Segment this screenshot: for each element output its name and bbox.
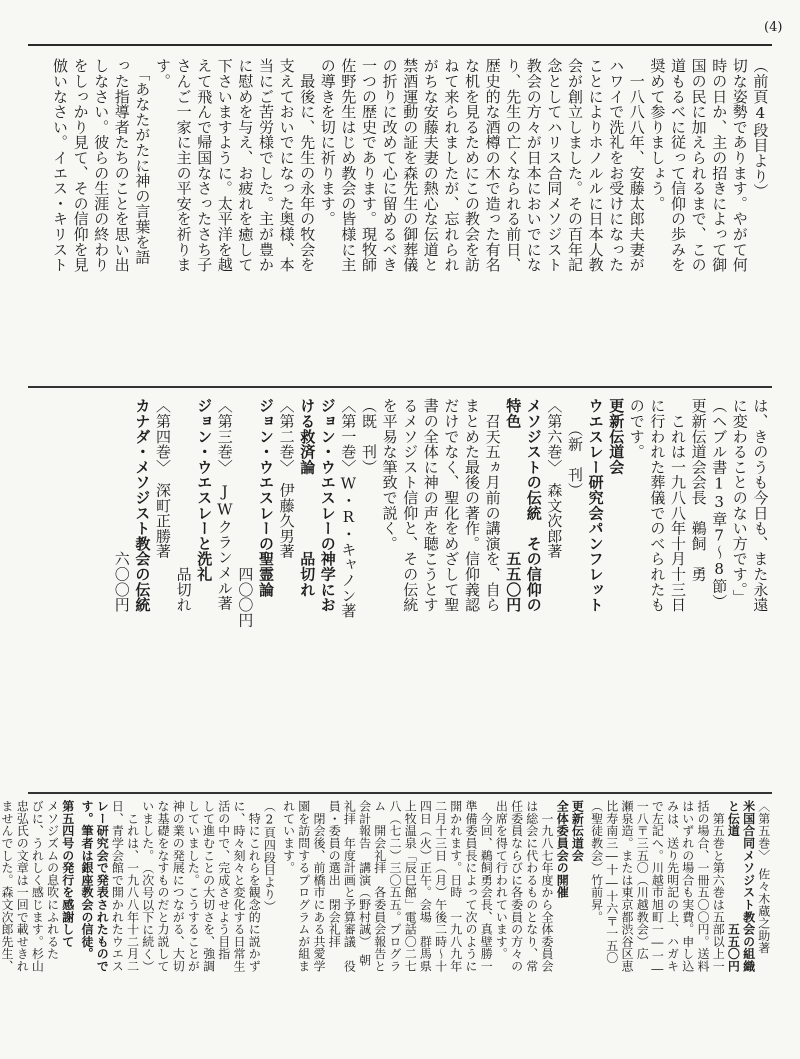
pamphlet-line: ける救済論 品切れ — [298, 398, 317, 597]
vol5-line: と伝道 五五〇円 — [726, 800, 741, 973]
article-line: 一つの歴史であります。現牧師 — [360, 58, 378, 273]
committee-line: 準備委員長によって次のように — [464, 800, 478, 973]
quote-line: これは一九八八年十月十三日 — [669, 398, 687, 613]
article-line: な机を見るためにこの教会を訪 — [463, 58, 481, 273]
article-line: り、先生の亡くなられる前日、 — [504, 58, 523, 273]
committee-line: 開かれます。日時 一九八九年 — [448, 800, 463, 973]
pamphlet-line: （既 刊） — [360, 398, 378, 475]
thanks-title: 第五四号の発行を感謝して — [60, 800, 75, 948]
continuation-line: 日、青学会館で開かれたウエス — [110, 800, 125, 973]
continuation-line: これは、一九八八年十二月二 — [125, 800, 140, 973]
vol5-line: 一八〒三五〇（川越教会）広 — [635, 800, 650, 960]
continuation-line: いました。 （次号以下に続く） — [140, 800, 155, 973]
article-line: 会が創立しました。その百年記 — [566, 58, 584, 273]
vol5-line: （聖徒教会）竹前昇。 — [589, 800, 604, 923]
article-line: えて飛んで帰国なさったさち子 — [195, 58, 214, 273]
article-line: 佐野先生はじめ教会の皆様に主 — [339, 58, 358, 273]
continuation-line: 活の中で、完成させよう目指 — [216, 800, 231, 960]
continuation-line: していました。こうすることが — [186, 800, 201, 973]
continuation-line: レー研究会で発表されたもので — [95, 800, 110, 973]
pamphlet-line: ウエスレー研究会パンフレット — [586, 398, 605, 613]
article-line: しなさい。彼らの生涯の終わり — [92, 58, 111, 273]
page-number: (4) — [764, 20, 783, 35]
divider-middle — [28, 386, 772, 388]
committee-line: 一九八七年度から全体委員会 — [540, 800, 554, 973]
committee-line: 閉会後、前橋市にある共愛学 — [312, 800, 326, 973]
article-line: 教会の方々が日本においでにな — [524, 58, 543, 273]
pamphlet-line: 〈第四巻〉 深町正勝著 — [154, 398, 172, 559]
committee-line: 礼拝 年度計画と予算審議 役 — [342, 800, 357, 973]
article-line: 道もるべに従って信仰の歩みを — [669, 58, 687, 273]
thanks-line: びに、うれしく感じます。杉山 — [30, 800, 45, 973]
article-line: 念としてハリス合同メソジスト — [545, 58, 564, 273]
committee-line: 四日（火）正午。会場 群馬県 — [418, 800, 433, 973]
thanks-line: メソジズムの息吹にふれるた — [45, 800, 60, 960]
committee-line: 員・委員の選出 閉会礼拝 — [327, 800, 342, 948]
vol5-line: はいずれの場合も実費。申し込 — [680, 800, 695, 973]
article-line: の導きを切に祈ります。 — [318, 58, 337, 227]
article-line: 切な姿勢であります。やがて何 — [730, 58, 749, 273]
pamphlet-line: 〈第六巻〉 森文次郎著 — [545, 398, 564, 559]
vol5-line: みは、送り先明記の上、ハガキ — [665, 800, 680, 973]
pamphlet-line: カナダ・メソジスト教会の伝統 — [133, 398, 152, 613]
pamphlet-desc-line: を平易な筆致で説く。 — [380, 398, 399, 551]
article-line: 「あなたがたに神の言葉を語 — [133, 58, 152, 265]
article-line: ハワイで洗礼をお受けになった — [607, 58, 626, 273]
article-line: の折りに改めて心に留めるべき — [380, 58, 399, 273]
divider-lower — [28, 792, 772, 794]
pamphlet-line: 品切れ — [174, 398, 193, 613]
committee-line: 会計報告 講演（野村誠） 朝 — [357, 800, 372, 967]
article-line: ねて来られましたが、忘れられ — [442, 58, 461, 273]
article-line: 最後に、先生の永年の牧会を — [298, 58, 317, 273]
pamphlet-line: ジョン・ウエスレーと洗礼 — [195, 398, 214, 582]
committee-line: ム 開会礼拝 各委員会報告と — [372, 800, 387, 973]
article-line: った指導者たちのことを思い出 — [112, 58, 131, 273]
article-line: さんご一家に主の平安を祈りま — [174, 58, 193, 273]
committee-line: 園を訪問するプログラムが組ま — [296, 800, 311, 973]
article-line: 当にご苦労様でした。主が豊か — [257, 58, 275, 273]
pamphlet-line: （新 刊） — [566, 398, 584, 498]
vol5-line: 第五巻と第六巻は五部以上一 — [711, 800, 726, 973]
pamphlet-line: 特色 五五〇円 — [504, 398, 523, 613]
committee-line: は総会に代わるものとなり、常 — [524, 800, 539, 973]
quote-line: 更新伝道会会長 鵜飼 勇 — [689, 398, 708, 582]
article-line: 奨めて参りましょう。 — [648, 58, 667, 211]
quote-line: に変わることのない方です。」 — [730, 398, 749, 605]
pamphlet-desc-line: だけでなく、聖化をめざして聖 — [442, 398, 461, 613]
continuation-line: な基礎をなすものだと力説して — [156, 800, 170, 973]
quote-line: は、きのうも今日も、また永遠 — [751, 398, 770, 613]
committee-line: 任委員ならびに各委員の方々の — [509, 800, 524, 973]
committee-line: 八（七二）三〇五五。プログラ — [388, 800, 402, 973]
pamphlet-desc-line: るメソジスト信仰と、その伝統 — [401, 398, 420, 613]
vol5-line: 瀬泉造。または東京都渋谷区恵 — [620, 800, 634, 973]
committee-line: 二月十三日（月）午後二時～十 — [433, 800, 448, 973]
vol5-line: 〈第五巻〉 佐々木蔵之助著 — [756, 800, 771, 954]
committee-line: れています。 — [281, 800, 296, 874]
committee-line: 今回、鵜飼勇会長、真壁勝一 — [479, 800, 494, 973]
vol5-line: 米国合同メソジスト教会の組織 — [741, 800, 756, 973]
pamphlet-desc-line: まとめた最後の著作。信仰義認 — [463, 398, 481, 613]
vol5-line: 括の場合、一冊五〇〇円。送料 — [696, 800, 710, 973]
article-line: 一八八八年、安藤太郎夫妻が — [627, 58, 646, 273]
continuation-line: 神の業の発展につながる、大切 — [171, 800, 186, 973]
pamphlet-line: 〈第三巻〉 JWクランメル著 — [215, 398, 234, 611]
article-line: 倣いなさい。イエス・キリスト — [51, 58, 69, 273]
pamphlet-line: ジョン・ウエスレーの神学にお — [318, 398, 337, 613]
article-line: （前頁4段目より） — [751, 58, 770, 199]
pamphlet-line: 六〇〇円 — [112, 398, 131, 613]
top-rule — [28, 44, 772, 46]
quote-line: のです。 — [627, 398, 646, 460]
article-line: 禁酒運動の証を森先生の御葬儀 — [401, 58, 420, 273]
committee-line: 上牧温泉「辰巳館」電話〇二七 — [403, 800, 418, 973]
article-line: をしっかり見て、その信仰を見 — [71, 58, 90, 273]
vol5-line: で左記へ。川越市旭町一―一― — [650, 800, 665, 977]
vol5-line: 比寿南三―十―十六〒一五〇 — [604, 800, 619, 964]
pamphlet-line: 四〇〇円 — [236, 398, 255, 628]
pamphlet-desc-line: 書の全体に神の声を聴こうとす — [421, 398, 440, 613]
quote-line: に行われた葬儀でのべられたも — [648, 398, 667, 613]
continuation-line: に、時々刻々と変化する日常生 — [232, 800, 246, 973]
continuation-line: して進むことの大切さを、強調 — [201, 800, 216, 973]
pamphlet-line: 〈第二巻〉 伊藤久男著 — [277, 398, 296, 559]
article-line: 国の民に加えられるまで、この — [689, 58, 708, 273]
pamphlet-line: 〈第一巻〉W・R・キャノン著 — [339, 398, 358, 619]
article-line: に慰めを与え、お疲れを癒して — [236, 58, 255, 273]
pamphlet-line: メソジストの伝統 その信仰の — [524, 398, 543, 613]
pamphlet-line: 更新伝道会 — [607, 398, 626, 475]
quote-line: （ヘブル書13章7～8節） — [710, 398, 729, 609]
continuation-line: 特にこれらを観念的に説かず — [247, 800, 262, 973]
committee-org: 更新伝道会 — [570, 800, 585, 862]
continuation-line: （2頁四段目より） — [262, 800, 277, 913]
article-line: 下さいますように。太平洋を越 — [215, 58, 234, 273]
continuation-line: す。筆者は銀座教会の信徒。 — [80, 800, 94, 960]
pamphlet-desc-line: 召天五ヵ月前の講演を、自ら — [483, 398, 502, 613]
article-line: ことによりホノルルに日本人教 — [586, 58, 605, 273]
article-line: す。 — [154, 58, 172, 89]
pamphlet-line: ジョン・ウエスレーの聖霊論 — [257, 398, 275, 597]
thanks-line: 忠弘氏の文章は一回で載せきれ — [15, 800, 30, 973]
article-line: 時の日か、主の招きによって御 — [710, 58, 729, 273]
thanks-line: ませんでした。森文次郎先生、 — [0, 800, 14, 973]
committee-line: 出席を得て行われています。 — [494, 800, 509, 960]
article-line: 歴史的な酒樽の木で造った有名 — [483, 58, 502, 273]
article-line: がちな安藤夫妻の熱心な伝道と — [421, 58, 440, 273]
article-line: 支えておいでになった奥様、本 — [277, 58, 296, 273]
committee-title: 全体委員会の開催 — [555, 800, 570, 899]
